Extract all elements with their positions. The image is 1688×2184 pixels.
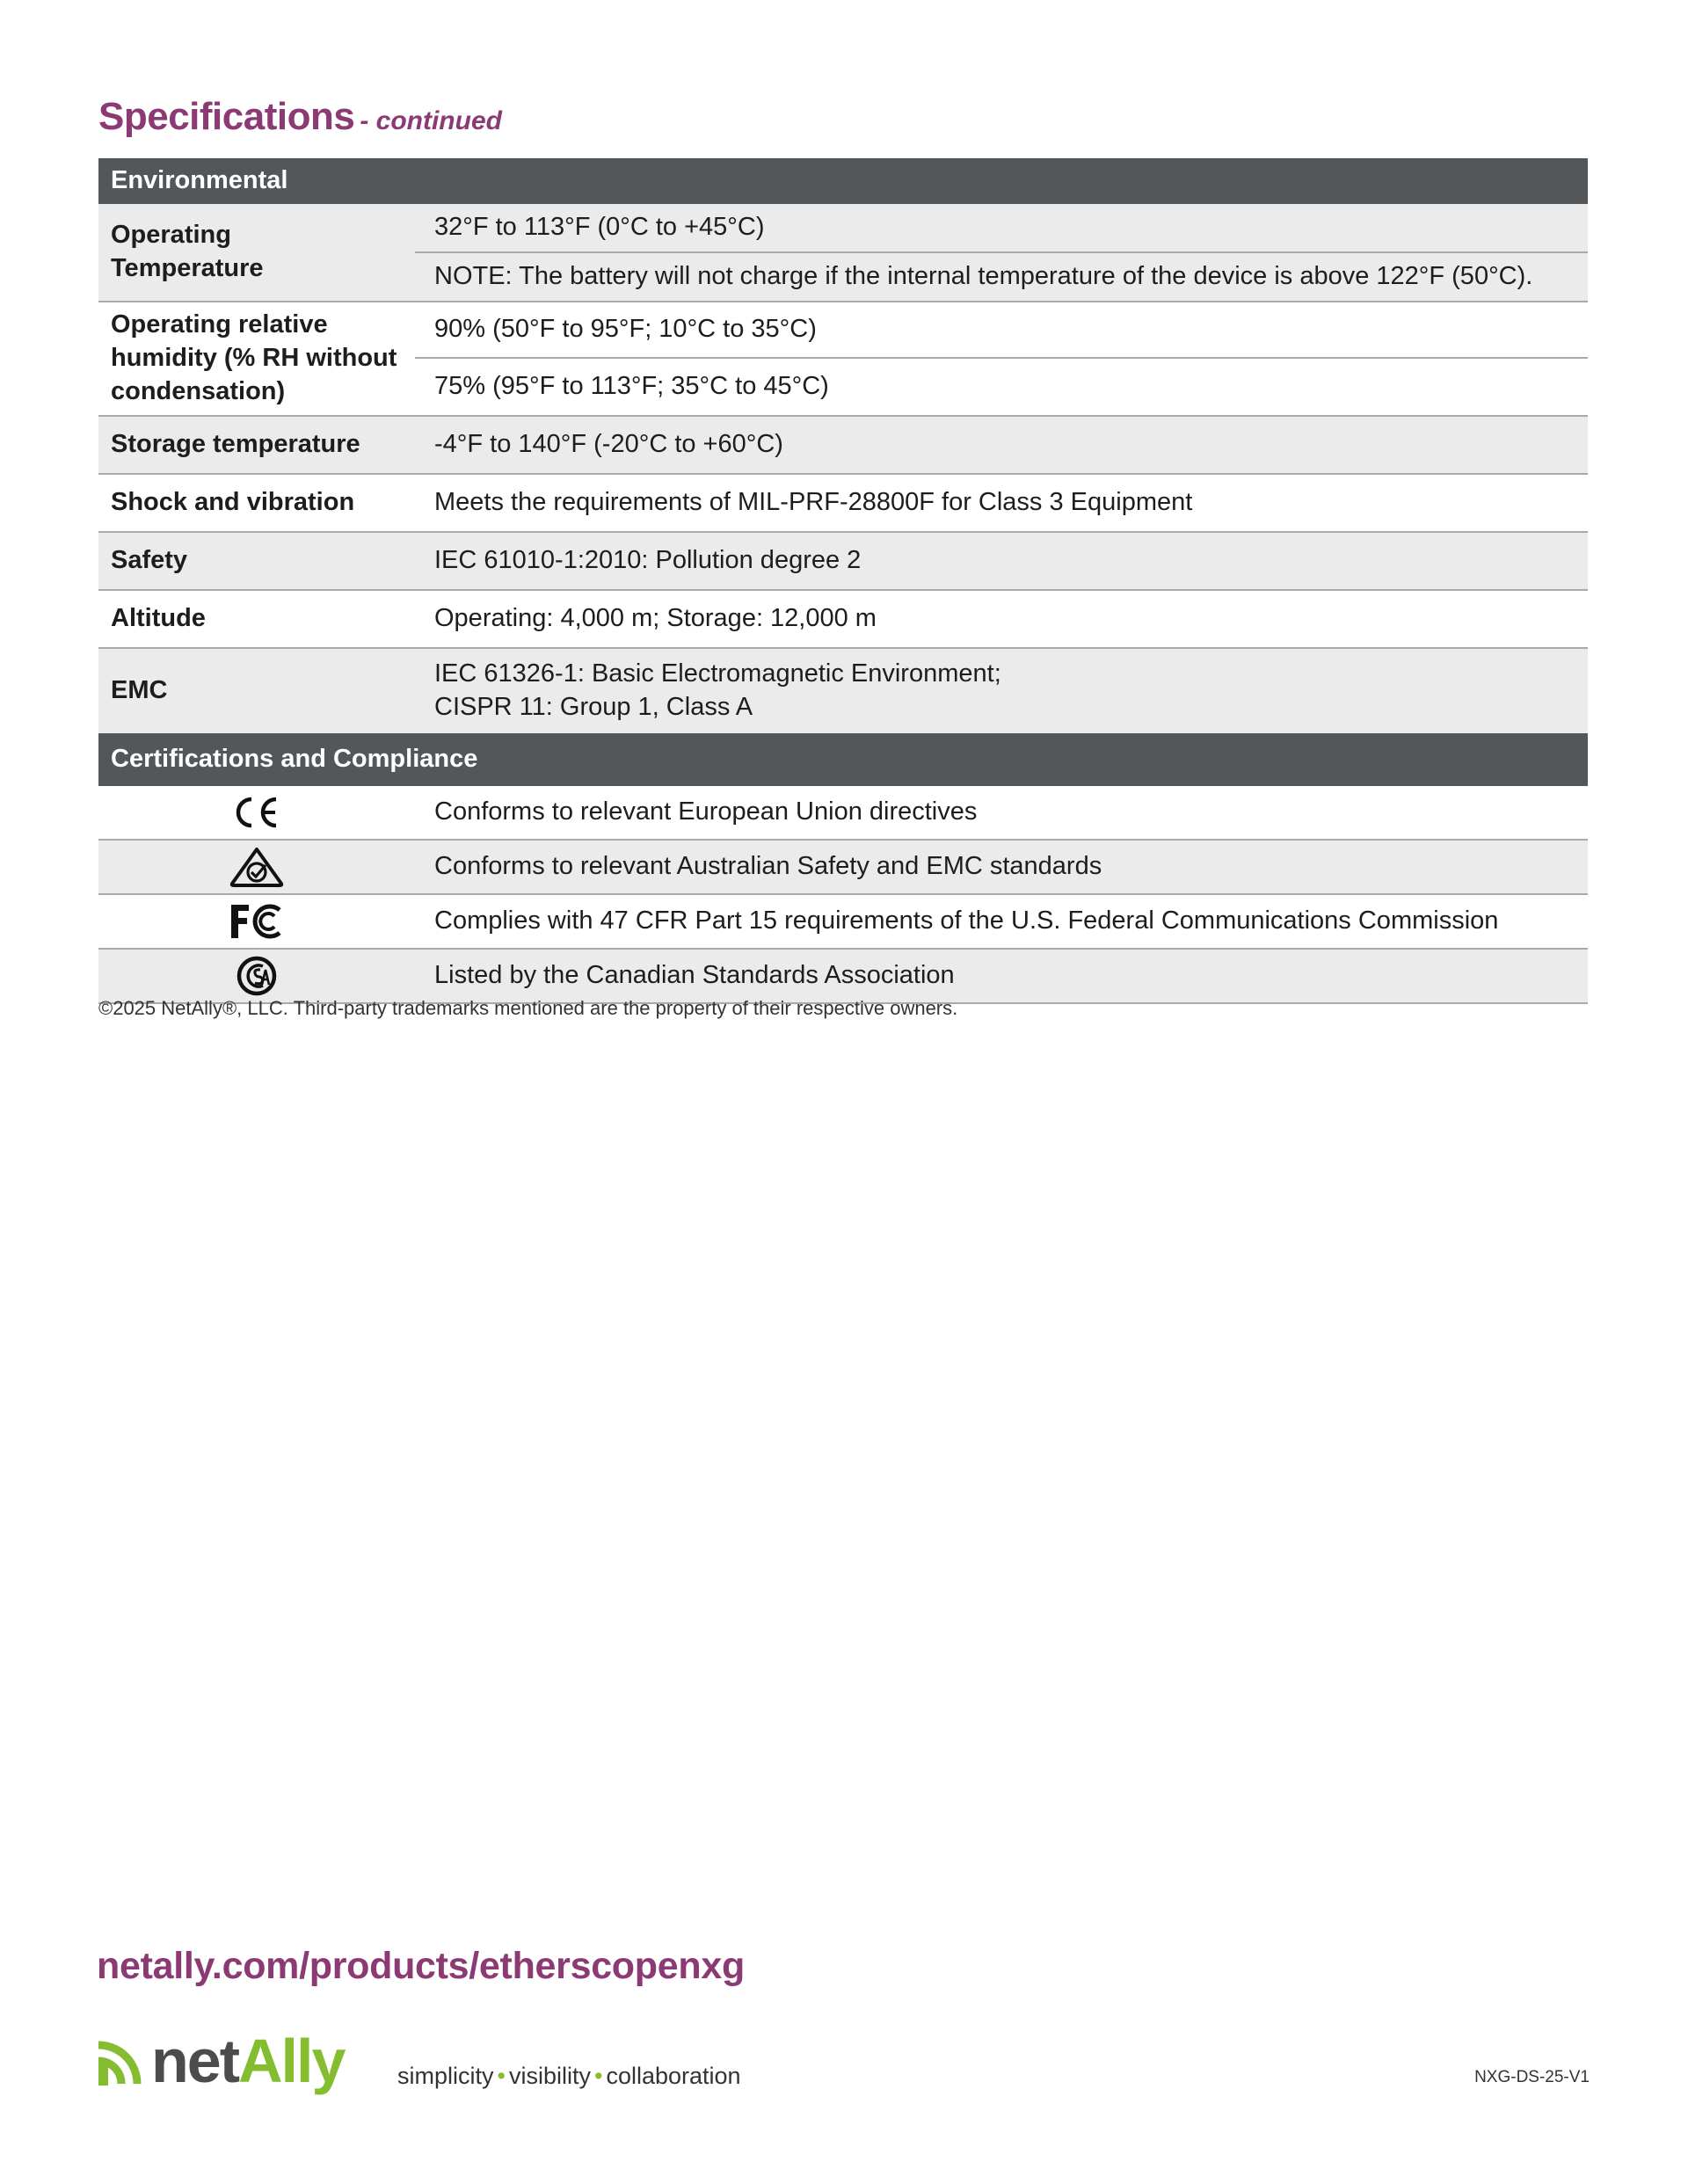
tagline	[397, 2063, 741, 2090]
table-row-cert-csa	[98, 949, 1588, 1003]
row-value: Operating: 4,000 m; Storage: 12,000 m	[415, 590, 1588, 648]
table-row-altitude	[98, 590, 1588, 648]
row-label: Altitude	[98, 590, 415, 648]
table-row-operating-temperature	[98, 204, 1588, 252]
row-label-line: humidity (% RH without	[111, 344, 397, 373]
table-row-cert-fcc	[98, 894, 1588, 949]
logo-net-text: net	[151, 2027, 238, 2095]
row-value-line: IEC 61326-1: Basic Electromagnetic Environment;	[434, 659, 1001, 688]
section-header-certifications	[98, 733, 1588, 786]
row-value: -4°F to 140°F (-20°C to +60°C)	[415, 416, 1588, 474]
product-url[interactable]: netally.com/products/etherscopenxg	[97, 1945, 745, 1987]
cert-icon-cell	[98, 840, 415, 894]
tagline-dot: •	[497, 2063, 506, 2089]
table-row-storage-temperature	[98, 416, 1588, 474]
row-label	[98, 302, 415, 416]
signal-waves-icon	[97, 2036, 146, 2089]
section-header-label: Certifications and Compliance	[98, 733, 1588, 786]
row-value	[415, 648, 1588, 733]
cert-icon-cell	[98, 786, 415, 840]
row-value: Meets the requirements of MIL-PRF-28800F for Class 3 Equipment	[415, 474, 1588, 532]
cert-icon-cell	[98, 894, 415, 949]
row-value: 32°F to 113°F (0°C to +45°C)	[415, 204, 1588, 252]
copyright-notice: ©2025 NetAlly®, LLC. Third-party trademarks mentioned are the property of their respective owners.	[98, 997, 958, 1019]
table-row-emc	[98, 648, 1588, 733]
tagline-word: visibility	[508, 2063, 591, 2089]
row-label: Safety	[98, 532, 415, 590]
cert-icon-cell	[98, 949, 415, 1003]
logo-wordmark	[151, 2026, 344, 2096]
row-label-line: Operating relative	[111, 310, 328, 339]
table-row-shock-vibration	[98, 474, 1588, 532]
row-label: EMC	[98, 648, 415, 733]
document-id: NXG-DS-25-V1	[1474, 2068, 1590, 2086]
cert-text: Conforms to relevant European Union directives	[415, 786, 1588, 840]
tagline-word: simplicity	[397, 2063, 494, 2089]
page-title-main: Specifications	[98, 95, 355, 138]
row-value: 90% (50°F to 95°F; 10°C to 35°C)	[415, 302, 1588, 358]
cert-text: Complies with 47 CFR Part 15 requirements of the U.S. Federal Communications Commission	[415, 894, 1588, 949]
row-label-line: Temperature	[111, 254, 264, 282]
table-row-cert-rcm	[98, 840, 1588, 894]
row-label-line: condensation)	[111, 376, 286, 405]
section-header-environmental	[98, 158, 1588, 204]
row-value: 75% (95°F to 113°F; 35°C to 45°C)	[415, 358, 1588, 416]
rcm-mark-icon	[229, 847, 284, 887]
row-value-line: CISPR 11: Group 1, Class A	[434, 693, 753, 721]
row-value: NOTE: The battery will not charge if the internal temperature of the device is above 122°F (50°C).	[415, 252, 1588, 302]
row-label: Shock and vibration	[98, 474, 415, 532]
ce-mark-icon	[232, 795, 281, 830]
section-header-label: Environmental	[98, 158, 1588, 204]
row-value: IEC 61010-1:2010: Pollution degree 2	[415, 532, 1588, 590]
table-row-cert-ce	[98, 786, 1588, 840]
page-title-sub: - continued	[360, 106, 502, 135]
cert-text: Listed by the Canadian Standards Association	[415, 949, 1588, 1003]
row-label-line: Operating	[111, 221, 231, 250]
specifications-table	[98, 158, 1588, 1004]
tagline-word: collaboration	[606, 2063, 741, 2089]
table-row-humidity	[98, 302, 1588, 358]
fcc-mark-icon	[229, 903, 284, 940]
row-label	[98, 204, 415, 302]
page-title	[98, 95, 502, 139]
logo-ally-text: Ally	[238, 2027, 345, 2095]
csa-mark-icon	[236, 956, 277, 996]
table-row-safety	[98, 532, 1588, 590]
cert-text: Conforms to relevant Australian Safety and EMC standards	[415, 840, 1588, 894]
tagline-dot: •	[593, 2063, 603, 2089]
row-label: Storage temperature	[98, 416, 415, 474]
